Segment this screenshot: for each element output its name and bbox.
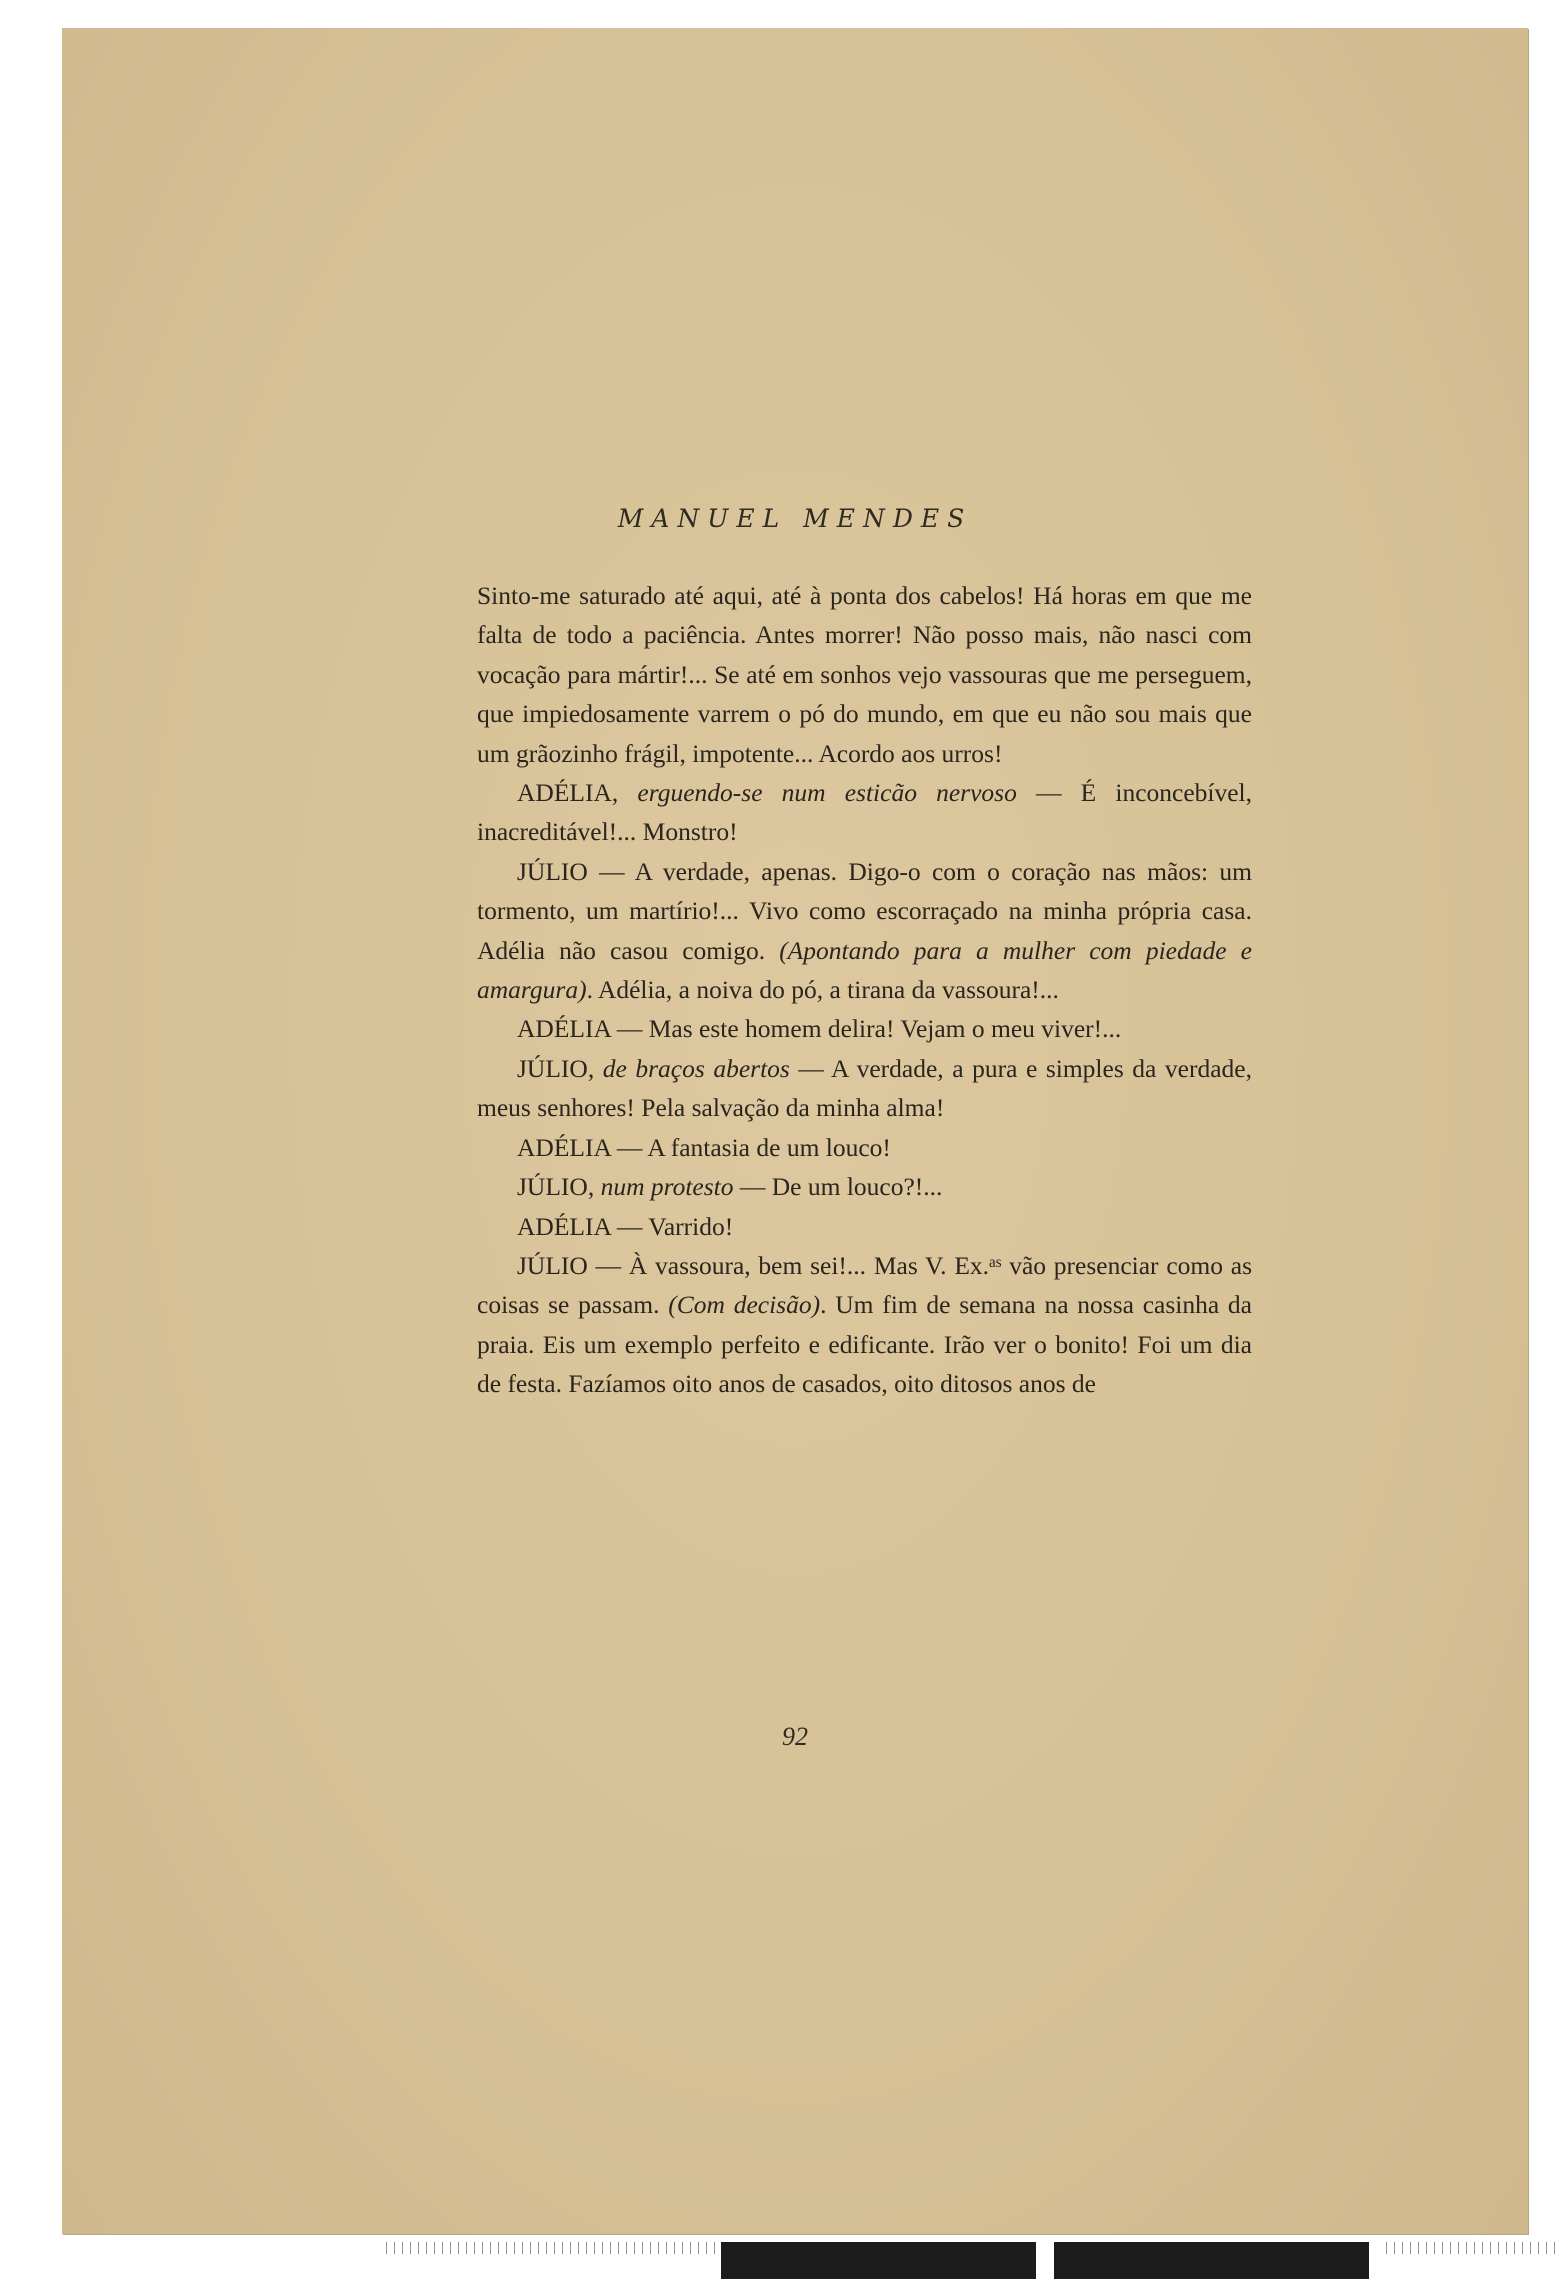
dialogue-text: Sinto-me saturado até aqui, até à ponta dos cabelos! Há horas em que me falta de todo a paciência. Antes morrer! Não posso mais, não nasci com vocação para mártir!... Se até em sonhos vejo vassouras que me perseguem, que impiedosamente varrem o pó do mundo, em que eu não sou mais que um grãozinho frágil, impotente... Acordo aos urros! <box>477 581 1252 768</box>
paragraph <box>477 576 1252 773</box>
scale-ruler <box>386 2242 1559 2279</box>
stage-direction: (Com decisão) <box>668 1290 821 1320</box>
dialogue-text: ADÉLIA, <box>517 778 638 808</box>
stage-direction: erguendo-se num esticão nervoso <box>637 778 1017 808</box>
ruler-black-block <box>721 2242 1036 2279</box>
ruler-ticks-left <box>386 2242 721 2254</box>
dialogue-text: JÚLIO, <box>517 1172 601 1202</box>
stage-direction: num protesto <box>600 1172 734 1202</box>
dialogue-text: ADÉLIA — A fantasia de um louco! <box>517 1132 891 1162</box>
paragraph <box>477 773 1252 852</box>
ruler-black-block <box>1054 2242 1369 2279</box>
dialogue-text: — De um louco?!... <box>733 1172 943 1202</box>
dialogue-text: JÚLIO — À vassoura, bem sei!... Mas V. Ex.ᵃˢ vão presenciar como as coisas se passam. <box>477 1250 1252 1320</box>
paragraph <box>477 1049 1252 1128</box>
ruler-ticks-right <box>1386 2242 1559 2254</box>
dialogue-text: — É inconcebível, inacreditável!... Monstro! <box>477 778 1253 847</box>
dialogue-text: JÚLIO — A verdade, apenas. Digo-o com o coração nas mãos: um tormento, um martírio!... Vivo como escorraçado na minha própria casa. Adélia não casou comigo. <box>477 856 1252 965</box>
dialogue-text: ADÉLIA — Mas este homem delira! Vejam o meu viver!... <box>517 1014 1122 1044</box>
dialogue-text: — A verdade, a pura e simples da verdade, meus senhores! Pela salvação da minha alma! <box>477 1053 1252 1123</box>
paragraph <box>477 1009 1252 1048</box>
stage-direction: de braços abertos <box>602 1053 790 1083</box>
paragraph <box>477 852 1252 1010</box>
dialogue-text: . Um fim de semana na nossa casinha da praia. Eis um exemplo perfeito e edificante. Irão ver o bonito! Foi um dia de festa. Fazíamos oito anos de casados, oito ditosos anos de <box>477 1290 1252 1399</box>
paragraph <box>477 1207 1252 1246</box>
book-page <box>62 28 1528 2234</box>
running-header: MANUEL MENDES <box>617 504 973 533</box>
page-body-text <box>477 576 1252 1404</box>
stage-direction: (Apontando para a mulher com piedade e amargura) <box>477 935 1252 1005</box>
paragraph <box>477 1128 1252 1167</box>
dialogue-text: JÚLIO, <box>517 1053 603 1083</box>
page-number: 92 <box>782 1722 808 1751</box>
paragraph <box>477 1246 1252 1404</box>
dialogue-text: ADÉLIA — Varrido! <box>517 1211 734 1241</box>
paragraph <box>477 1167 1252 1206</box>
dialogue-text: . Adélia, a noiva do pó, a tirana da vassoura!... <box>586 975 1059 1005</box>
